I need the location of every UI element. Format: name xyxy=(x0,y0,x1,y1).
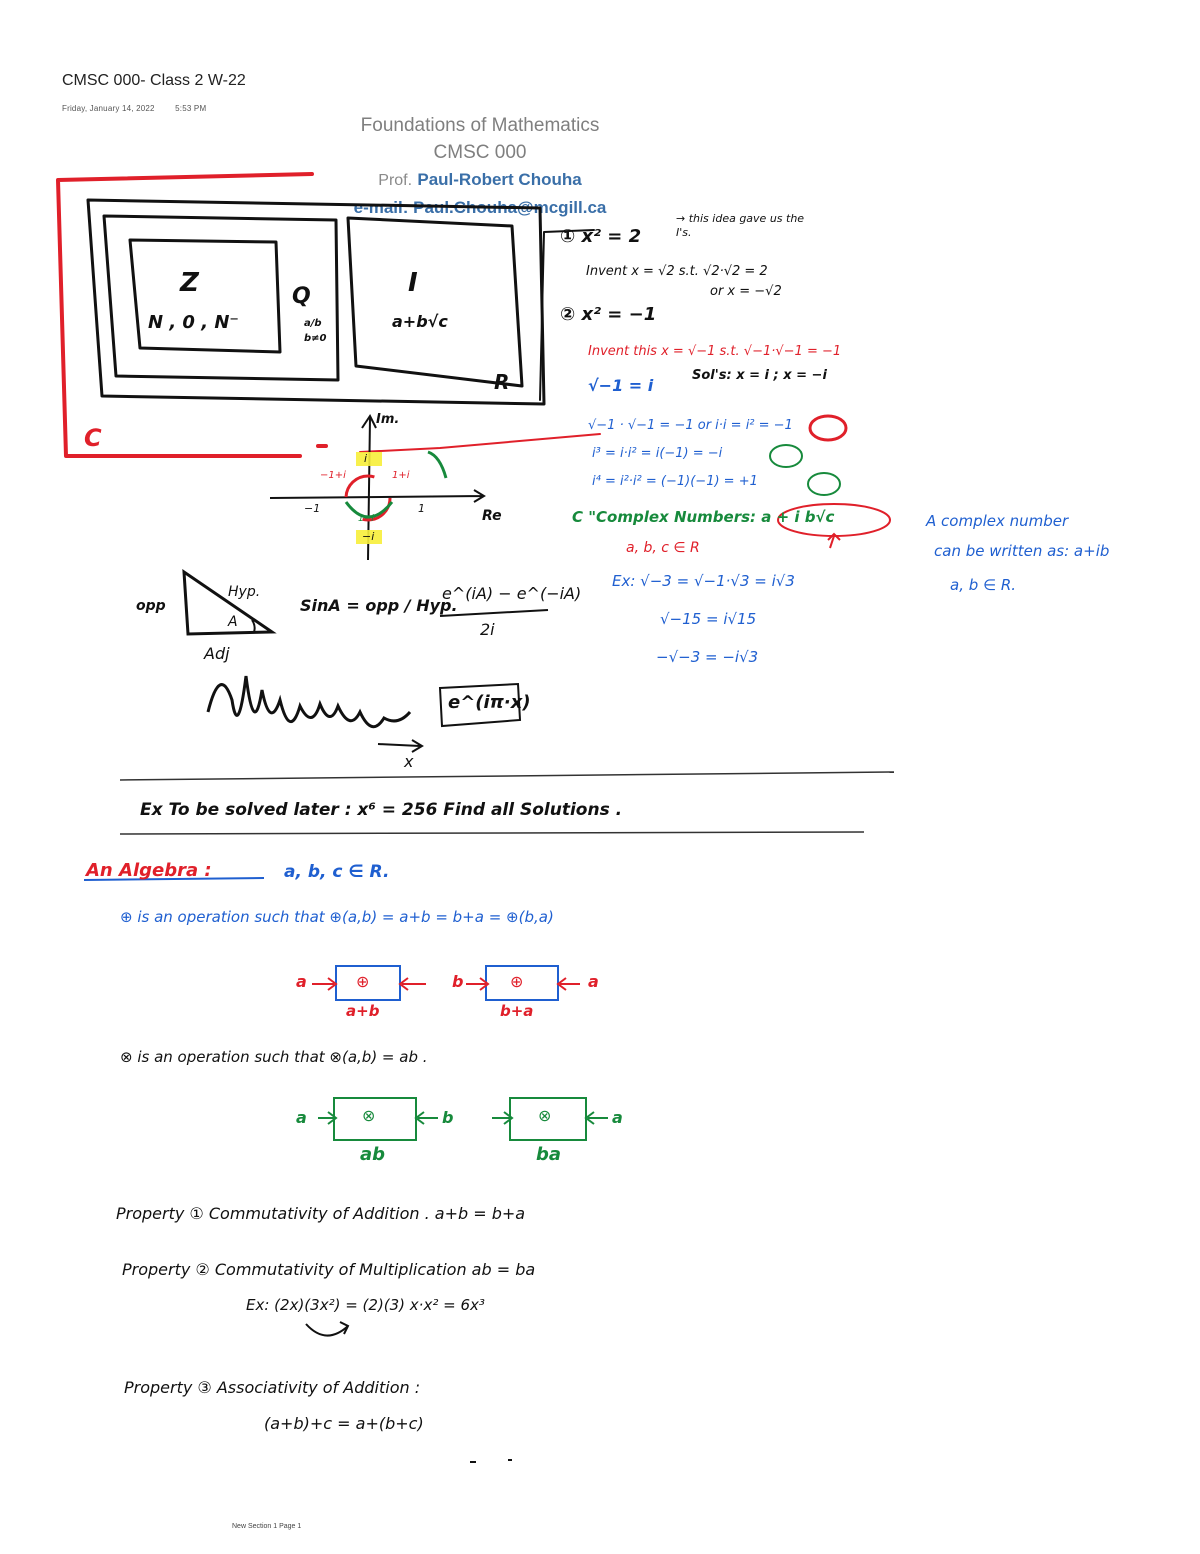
course-code: CMSC 000 xyxy=(433,142,527,163)
addition-output-2: b+a xyxy=(500,1002,534,1020)
property-2: Property ② Commutativity of Multiplication ab = ba xyxy=(122,1260,536,1279)
page-footer: New Section 1 Page 1 xyxy=(232,1523,302,1530)
multiplication-input-a2: a xyxy=(612,1108,623,1127)
side-note-line-2: can be written as: a+ib xyxy=(934,542,1110,560)
point-bottom-label: 1−i xyxy=(358,514,374,524)
note-abc-real: a, b, c ∈ R xyxy=(626,540,700,556)
triangle-opp-label: opp xyxy=(136,598,166,614)
real-set-box xyxy=(88,200,544,404)
note-arrow-comment: → this idea gave us the I's. xyxy=(676,212,805,239)
multiplication-output-2: ba xyxy=(536,1144,562,1165)
plus-arrow-a xyxy=(312,978,336,990)
triangle-angle-label: A xyxy=(228,614,238,630)
tick-neg-i: −i xyxy=(362,530,375,543)
wave-x-label: x xyxy=(404,752,414,771)
prof-name: Paul-Robert Chouha xyxy=(417,170,582,189)
email-address: Paul.Chouha@mcgill.ca xyxy=(413,198,607,217)
triangle-hyp-label: Hyp. xyxy=(228,584,261,600)
trailing-dots xyxy=(470,1460,512,1462)
page-date: Friday, January 14, 2022 xyxy=(62,104,155,113)
red-connector xyxy=(360,434,600,452)
property-2-example: Ex: (2x)(3x²) = (2)(3) x·x² = 6x³ xyxy=(246,1296,485,1314)
tick-1: 1 xyxy=(418,502,425,515)
sine-definition: SinA = opp / Hyp. xyxy=(300,596,458,615)
irrational-box xyxy=(348,218,522,386)
integer-contents: N , 0 , N⁻ xyxy=(148,312,239,333)
complex-symbol: C xyxy=(84,424,102,452)
imaginary-axis-label: Im. xyxy=(376,412,400,427)
point-left-label: −1+i xyxy=(320,470,346,481)
tick-i: i xyxy=(364,452,368,465)
plus-arrow-b xyxy=(400,978,426,990)
rational-symbol: Q xyxy=(292,284,311,309)
angle-arc xyxy=(252,620,255,632)
plus-arrow-a2 xyxy=(558,978,580,990)
addition-definition: ⊕ is an operation such that ⊕(a,b) = a+b = b+a = ⊕(b,a) xyxy=(120,908,554,926)
email-label: e-mail: xyxy=(353,198,409,217)
euler-denominator: 2i xyxy=(480,620,495,639)
irrational-symbol: I xyxy=(408,268,418,298)
note-i-squared: √−1 · √−1 = −1 or i·i = i² = −1 xyxy=(588,418,793,433)
note-or: or x = −√2 xyxy=(710,284,782,299)
addition-input-a: a xyxy=(296,972,307,991)
multiplication-output-1: ab xyxy=(360,1144,386,1165)
wave-scribble xyxy=(208,676,410,727)
wave-arrow xyxy=(378,740,422,752)
addition-output-1: a+b xyxy=(346,1002,380,1020)
note-invent-2: Invent this x = √−1 s.t. √−1·√−1 = −1 xyxy=(588,344,842,359)
note-complex-numbers xyxy=(572,508,834,526)
real-symbol: R xyxy=(494,370,510,394)
separator-top xyxy=(120,772,894,780)
multiplication-definition: ⊗ is an operation such that ⊗(a,b) = ab . xyxy=(120,1048,428,1066)
circle-neg-i xyxy=(770,445,802,467)
separator-bottom xyxy=(120,832,864,834)
prof-label: Prof. xyxy=(378,172,413,189)
euler-numerator: e^(iA) − e^(−iA) xyxy=(442,584,582,603)
addition-input-b: b xyxy=(452,972,464,991)
algebra-title: An Algebra : xyxy=(86,860,212,881)
note-solutions: Sol's: x = i ; x = −i xyxy=(692,368,827,383)
note-example-1: Ex: √−3 = √−1·√3 = i√3 xyxy=(612,572,795,590)
addition-diagrams xyxy=(312,966,580,1000)
complex-numbers-text: C "Complex Numbers: a + i b√c xyxy=(572,508,835,526)
page-time: 5:53 PM xyxy=(175,104,207,113)
exercise-line: Ex To be solved later : x⁶ = 256 Find all Solutions . xyxy=(140,800,623,820)
wave-formula: e^(iπ·x) xyxy=(448,692,531,713)
irrational-contents: a+b√c xyxy=(392,312,448,331)
multiplication-input-b: b xyxy=(442,1108,454,1127)
side-note-line-1: A complex number xyxy=(926,512,1069,530)
multiplication-input-a: a xyxy=(296,1108,307,1127)
note-equation-2: ② x² = −1 xyxy=(560,304,657,325)
tick-neg-1: −1 xyxy=(304,502,321,515)
real-axis-label: Re xyxy=(482,508,502,524)
point-right-label: 1+i xyxy=(392,470,410,481)
property-3-formula: (a+b)+c = a+(b+c) xyxy=(264,1414,424,1433)
circle-plus1 xyxy=(808,473,840,495)
note-i-definition: √−1 = i xyxy=(588,376,654,395)
swap-arrow xyxy=(306,1322,348,1336)
circle-neg1 xyxy=(810,416,846,440)
algebra-domain: a, b, c ∈ R. xyxy=(284,862,390,882)
triangle-adj-label: Adj xyxy=(204,644,230,663)
addition-input-a2: a xyxy=(588,972,599,991)
note-example-2: √−15 = i√15 xyxy=(660,610,757,628)
integer-symbol: Z xyxy=(180,268,199,298)
note-equation-1: ① x² = 2 xyxy=(560,226,642,247)
note-i-fourth: i⁴ = i²·i² = (−1)(−1) = +1 xyxy=(592,474,758,489)
plus-arrow-b2 xyxy=(466,978,488,990)
side-note-line-3: a, b ∈ R. xyxy=(950,576,1017,594)
rational-note: a/b b≠0 xyxy=(304,318,327,344)
addition-symbol-2: ⊕ xyxy=(510,972,524,991)
addition-symbol-1: ⊕ xyxy=(356,972,370,991)
note-example-3: −√−3 = −i√3 xyxy=(656,648,759,666)
multiplication-symbol-1: ⊗ xyxy=(362,1106,376,1125)
multiplication-symbol-2: ⊗ xyxy=(538,1106,552,1125)
note-invent-1: Invent x = √2 s.t. √2·√2 = 2 xyxy=(586,264,768,279)
integer-box xyxy=(130,240,280,352)
page-title: CMSC 000- Class 2 W-22 xyxy=(62,72,246,89)
note-i-cubed: i³ = i·i² = i(−1) = −i xyxy=(592,446,723,461)
green-arc xyxy=(428,452,446,478)
course-title: Foundations of Mathematics xyxy=(360,115,600,136)
property-1: Property ① Commutativity of Addition . a+b = b+a xyxy=(116,1204,526,1223)
highlight-i xyxy=(356,452,382,466)
property-3: Property ③ Associativity of Addition : xyxy=(124,1378,421,1397)
